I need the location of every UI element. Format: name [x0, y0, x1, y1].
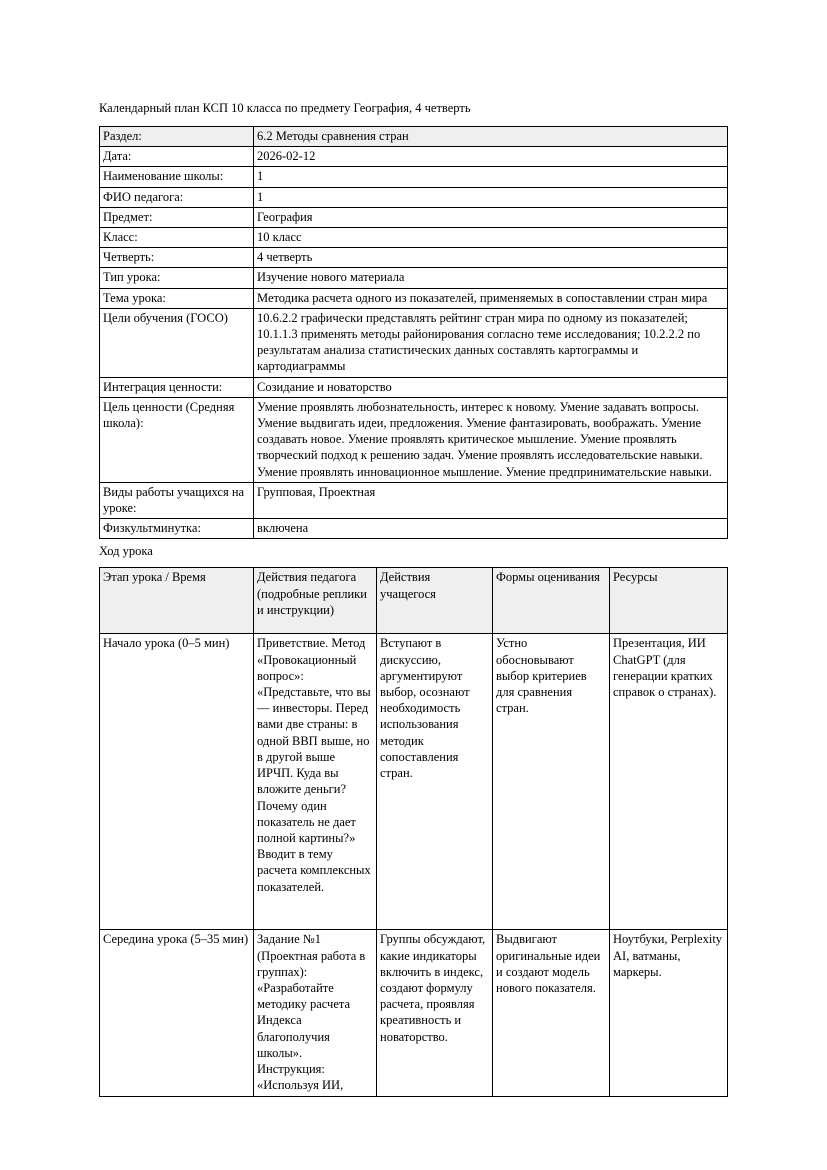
column-header: Действия педагога (подробные реплики и инструкции) — [254, 568, 377, 634]
lesson-flow-body — [100, 634, 728, 1096]
info-row-label: Физкультминутка: — [100, 519, 254, 539]
flow-assessment-cell: Выдвигают оригинальные идеи и создают модель нового показателя. — [493, 930, 610, 1096]
info-row-value: включена — [254, 519, 728, 539]
info-row-label: Класс: — [100, 228, 254, 248]
flow-stage-cell: Начало урока (0–5 мин) — [100, 634, 254, 930]
table-header-row — [100, 568, 728, 634]
table-row — [100, 308, 728, 377]
info-row-value: 10.6.2.2 графически представлять рейтинг стран мира по одному из показателей; 10.1.1.3 применять методы районирования согласно теме исследования; 10.2.2.2 по результатам анализа статистических данных составлять картограммы и картодиаграммы — [254, 308, 728, 377]
flow-teacher-cell: Приветствие. Метод «Провокационный вопрос»: «Представьте, что вы — инвесторы. Перед вами две страны: в одной ВВП выше, но в другой выше ИРЧП. Куда вы вложите деньги? Почему один показатель не дает полной картины?» Вводит в тему расчета комплексных показателей. — [254, 634, 377, 930]
info-row-label: Виды работы учащихся на уроке: — [100, 482, 254, 518]
info-row-label: Интеграция ценности: — [100, 377, 254, 397]
column-header: Ресурсы — [610, 568, 728, 634]
table-row — [100, 127, 728, 147]
document-content — [99, 100, 727, 1097]
flow-resources-cell: Презентация, ИИ ChatGPT (для генерации кратких справок о странах). — [610, 634, 728, 930]
page-title: Календарный план КСП 10 класса по предмету География, 4 четверть — [99, 101, 471, 115]
lesson-info-body — [100, 127, 728, 539]
table-row — [100, 248, 728, 268]
info-row-value: Групповая, Проектная — [254, 482, 728, 518]
flow-teacher-cell: Задание №1 (Проектная работа в группах): «Разработайте методику расчета Индекса благополучия школы». Инструкция: «Используя ИИ, — [254, 930, 377, 1096]
info-row-value: 4 четверть — [254, 248, 728, 268]
lesson-flow-header — [100, 568, 728, 634]
table-row — [100, 187, 728, 207]
info-row-value: География — [254, 207, 728, 227]
column-header: Формы оценивания — [493, 568, 610, 634]
info-row-value: Умение проявлять любознательность, интерес к новому. Умение задавать вопросы. Умение выдвигать идеи, предложения. Умение фантазировать, воображать. Умение создавать новое. Умение проявлять критическое мышление. Умение проявлять творческий подход к решению задач. Умение проявлять исследовательские навыки. Умение проявлять инновационное мышление. Умение предпринимательские навыки. — [254, 397, 728, 482]
info-row-value: Созидание и новаторство — [254, 377, 728, 397]
table-row — [100, 930, 728, 1096]
info-row-value: 1 — [254, 167, 728, 187]
info-row-value: 6.2 Методы сравнения стран — [254, 127, 728, 147]
info-row-label: Тип урока: — [100, 268, 254, 288]
lesson-flow-table — [99, 567, 728, 1096]
table-row — [100, 268, 728, 288]
info-row-label: Цели обучения (ГОСО) — [100, 308, 254, 377]
info-row-label: Цель ценности (Средняя школа): — [100, 397, 254, 482]
table-row — [100, 397, 728, 482]
info-row-value: 1 — [254, 187, 728, 207]
info-row-label: Предмет: — [100, 207, 254, 227]
info-row-label: Дата: — [100, 147, 254, 167]
table-row — [100, 519, 728, 539]
info-row-label: Тема урока: — [100, 288, 254, 308]
table-row — [100, 634, 728, 930]
info-row-value: Изучение нового материала — [254, 268, 728, 288]
flow-resources-cell: Ноутбуки, Perplexity AI, ватманы, маркеры. — [610, 930, 728, 1096]
table-row — [100, 288, 728, 308]
table-row — [100, 482, 728, 518]
table-row — [100, 207, 728, 227]
info-row-value: Методика расчета одного из показателей, применяемых в сопоставлении стран мира — [254, 288, 728, 308]
lesson-info-table — [99, 126, 728, 539]
flow-assessment-cell: Устно обосновывают выбор критериев для сравнения стран. — [493, 634, 610, 930]
column-header: Этап урока / Время — [100, 568, 254, 634]
info-row-label: ФИО педагога: — [100, 187, 254, 207]
table-row — [100, 167, 728, 187]
info-row-label: Четверть: — [100, 248, 254, 268]
table-row — [100, 147, 728, 167]
table-row — [100, 228, 728, 248]
flow-student-cell: Вступают в дискуссию, аргументируют выбор, осознают необходимость использования методик сопоставления стран. — [377, 634, 493, 930]
info-row-value: 10 класс — [254, 228, 728, 248]
info-row-label: Раздел: — [100, 127, 254, 147]
flow-stage-cell: Середина урока (5–35 мин) — [100, 930, 254, 1096]
column-header: Действия учащегося — [377, 568, 493, 634]
table-row — [100, 377, 728, 397]
lesson-process-label: Ход урока — [99, 544, 153, 559]
info-row-value: 2026-02-12 — [254, 147, 728, 167]
info-row-label: Наименование школы: — [100, 167, 254, 187]
flow-student-cell: Группы обсуждают, какие индикаторы включить в индекс, создают формулу расчета, проявляя креативность и новаторство. — [377, 930, 493, 1096]
